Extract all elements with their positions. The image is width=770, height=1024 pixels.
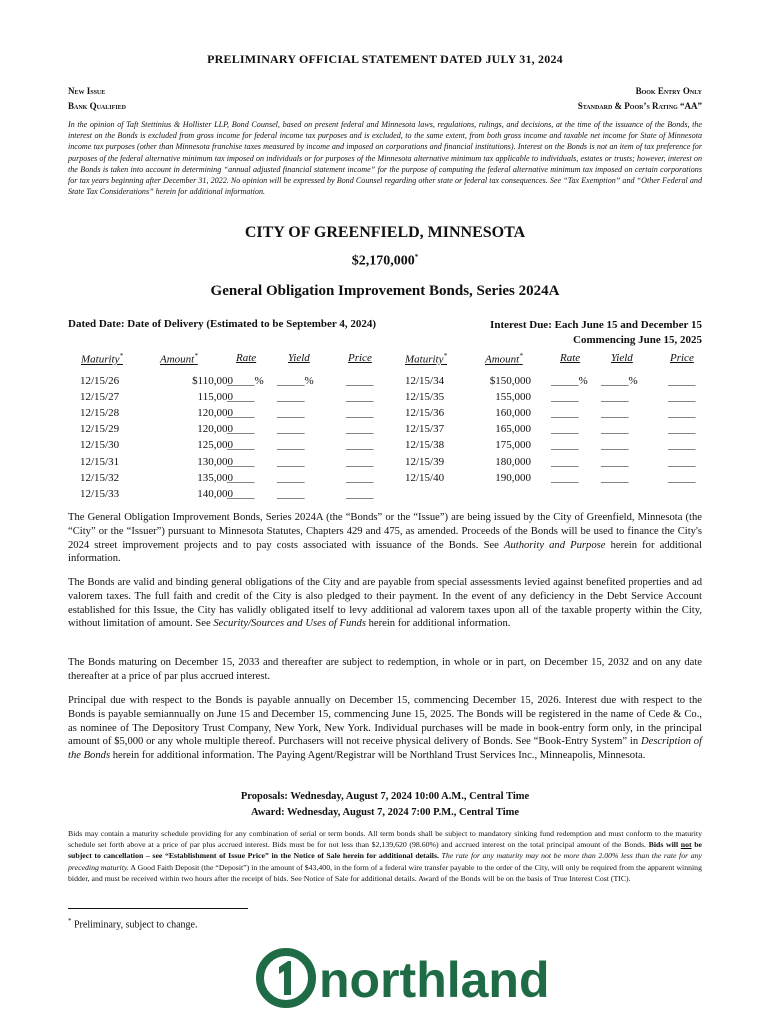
dated-date: Dated Date: Date of Delivery (Estimated to be September 4, 2024) (68, 318, 377, 330)
right-yield-blank: _____ (601, 455, 629, 468)
right-yield-blank: _____% (601, 375, 638, 387)
paragraph-payment: Principal due with respect to the Bonds is payable annually on December 15, commencing December 15, 2026. Interest due with respect to the Bonds is payable semiannually on June 15 and December 15, commencing June 15, 2025. The Bonds will be registered in the name of Cede & Co., as nominee of The Depository Trust Company, New York, New York. Individual purchases will be made in book-entry form only, in the principal amount of $5,000 or any whole multiple thereof. Purchasers will not receive physical delivery of Bonds. See “Book-Entry System” in Description of the Bonds herein for additional information. The Paying Agent/Registrar will be Northland Trust Services Inc., Minneapolis, Minnesota. (68, 695, 702, 762)
paragraph-redemption: The Bonds maturing on December 15, 2033 and thereafter are subject to redemption, in whole or in part, on December 15, 2032 and on any date thereafter at a price of par plus accrued interest. (68, 657, 702, 682)
interest-due (490, 318, 702, 348)
left-price-blank: _____ (346, 423, 374, 436)
footnote-divider (68, 908, 248, 909)
left-yield-blank: _____ (277, 391, 305, 404)
left-amount: 130,000 (197, 455, 233, 468)
col-amount-right: Amount* (485, 352, 523, 366)
left-yield-blank: _____ (277, 471, 305, 484)
left-rate-blank: _____% (227, 375, 264, 387)
col-price-left: Price (348, 352, 372, 364)
left-amount: 140,000 (197, 487, 233, 500)
left-rate-blank: _____ (227, 439, 255, 452)
book-entry-label: Book Entry Only (635, 86, 702, 96)
right-yield-blank: _____ (601, 391, 629, 404)
footnote (68, 917, 197, 930)
left-amount: 135,000 (197, 471, 233, 484)
right-amount: 155,000 (495, 391, 531, 404)
left-rate-blank: _____ (227, 391, 255, 404)
bids-paragraph: Bids may contain a maturity schedule providing for any combination of serial or term bonds. All term bonds shall be subject to mandatory sinking fund redemption and must conform to the maturity schedule set forth above at a price of par plus accrued interest. Bids must be for not less than $2,139,620 (98.60%) and accrued interest on the total principal amount of the Bonds. Bids will not be subject to cancellation – see “Establishment of Issue Price” in the Notice of Sale herein for additional details. The rate for any maturity may not be more than 2.00% less than the rate for any preceding maturity. A Good Faith Deposit (the “Deposit”) in the amount of $43,400, in the form of a federal wire transfer payable to the order of the City, will only be required from the apparent winning bidder, and must be received within two hours after the receipt of bids. See Notice of Sale for additional details. Award of the Bonds will be on the basis of True Interest Cost (TIC). (68, 829, 703, 883)
right-rate-blank: _____ (551, 439, 579, 452)
left-yield-blank: _____% (277, 375, 314, 387)
left-amount: $110,000 (192, 375, 233, 387)
header-right (578, 84, 702, 114)
new-issue-label: New Issue (68, 86, 106, 96)
right-rate-blank: _____ (551, 407, 579, 420)
left-price-blank: _____ (346, 391, 374, 404)
right-yield-blank: _____ (601, 471, 629, 484)
col-price-right: Price (670, 352, 694, 364)
left-price-blank: _____ (346, 375, 374, 387)
right-amount: 190,000 (495, 471, 531, 484)
left-yield-blank: _____ (277, 407, 305, 420)
left-rate-blank: _____ (227, 455, 255, 468)
interest-due-line1: Interest Due: Each June 15 and December 15 (490, 319, 702, 331)
right-amount: 180,000 (495, 455, 531, 468)
right-price-blank: _____ (668, 407, 696, 420)
right-maturity-date: 12/15/36 (405, 407, 445, 420)
col-yield-left: Yield (288, 352, 310, 364)
rating-label: Standard & Poor’s Rating “AA” (577, 101, 702, 111)
right-price-blank: _____ (668, 471, 696, 484)
left-maturity-date: 12/15/29 (80, 423, 120, 436)
left-maturity-date: 12/15/33 (80, 487, 120, 500)
right-amount: 160,000 (495, 407, 531, 420)
left-maturity-date: 12/15/26 (80, 375, 120, 387)
tax-opinion-paragraph: In the opinion of Taft Stettinius & Hollister LLP, Bond Counsel, based on present federal and Minnesota laws, regulations, rulings, and decisions, at the time of the issuance of the Bonds, the interest on the Bonds is excluded from gross income for federal income tax purposes and is excluded, to the same extent, from both gross income and taxable net income for State of Minnesota income tax purposes (other than Minnesota franchise taxes measured by income and imposed on corporations and financial institutions). Interest on the Bonds is not an item of tax preference for purposes of the federal alternative minimum tax imposed on individuals or for purposes of the Minnesota alternative minimum tax applicable to individuals, estates or trusts; however, interest on the Bonds is taken into account in determining “annual adjusted financial statement income” for the purpose of computing the federal alternative minimum tax imposed on certain corporations for tax years beginning after December 31, 2022. No opinion will be expressed by Bond Counsel regarding other state or federal tax consequences. See “Tax Exemption” and “Other Federal and State Tax Considerations” herein for additional information. (68, 120, 702, 197)
right-maturity-date: 12/15/38 (405, 439, 445, 452)
right-yield-blank: _____ (601, 423, 629, 436)
right-maturity-date: 12/15/39 (405, 455, 445, 468)
left-yield-blank: _____ (277, 455, 305, 468)
col-maturity-right: Maturity* (405, 352, 447, 366)
right-maturity-date: 12/15/37 (405, 423, 445, 436)
left-maturity-date: 12/15/30 (80, 439, 120, 452)
bond-title: General Obligation Improvement Bonds, Series 2024A (210, 283, 560, 299)
right-price-blank: _____ (668, 375, 696, 387)
col-maturity-left: Maturity* (81, 352, 123, 366)
left-amount: 120,000 (197, 407, 233, 420)
paragraph-security: The Bonds are valid and binding general obligations of the City and are payable from special assessments levied against benefited properties and ad valorem taxes. The full faith and credit of the City is also pledged to their payment. In the event of any deficiency in the Debt Service Account established for this Issue, the City has validly obligated itself to levy additional ad valorem taxes upon all of the taxable property within the City, without limitation of amount. See Security/Sources and Uses of Funds herein for additional information. (68, 577, 702, 630)
left-amount: 115,000 (197, 391, 233, 404)
northland-logo (255, 947, 585, 1009)
right-maturity-date: 12/15/40 (405, 471, 445, 484)
right-rate-blank: _____ (551, 423, 579, 436)
left-rate-blank: _____ (227, 423, 255, 436)
logo-wordmark: northland (319, 952, 550, 1008)
left-rate-blank: _____ (227, 407, 255, 420)
right-maturity-date: 12/15/34 (405, 375, 445, 387)
paragraph-purpose: The General Obligation Improvement Bonds, Series 2024A (the “Bonds” or the “Issue”) are being issued by the City of Greenfield, Minnesota (the “City” or the “Issuer”) pursuant to Minnesota Statutes, Chapters 429 and 475, as amended. Proceeds of the Bonds will be used to finance the City's 2024 street improvement projects and to pay costs associated with issuance of the Bonds. See Authority and Purpose herein for additional information. (68, 512, 702, 565)
right-price-blank: _____ (668, 455, 696, 468)
col-rate-left: Rate (236, 352, 257, 364)
logo-one-glyph (279, 961, 291, 995)
right-rate-blank: _____ (551, 455, 579, 468)
col-rate-right: Rate (560, 352, 581, 364)
left-maturity-date: 12/15/32 (80, 471, 120, 484)
left-yield-blank: _____ (277, 439, 305, 452)
left-maturity-date: 12/15/28 (80, 407, 120, 420)
header-left (68, 84, 126, 114)
left-maturity-date: 12/15/27 (80, 391, 120, 404)
footnote-text: Preliminary, subject to change. (74, 919, 198, 931)
left-price-blank: _____ (346, 439, 374, 452)
right-maturity-date: 12/15/35 (405, 391, 445, 404)
right-rate-blank: _____ (551, 471, 579, 484)
right-yield-blank: _____ (601, 407, 629, 420)
col-amount-left: Amount* (160, 352, 198, 366)
bank-qualified-label: Bank Qualified (68, 101, 126, 111)
amount-value: $2,170,000 (351, 253, 415, 269)
left-price-blank: _____ (346, 487, 374, 500)
left-amount: 125,000 (197, 439, 233, 452)
left-price-blank: _____ (346, 471, 374, 484)
proposals-line: Proposals: Wednesday, August 7, 2024 10:00 A.M., Central Time (240, 791, 530, 802)
amount-footnote-mark: * (414, 253, 419, 261)
left-amount: 120,000 (197, 423, 233, 436)
interest-due-line2: Commencing June 15, 2025 (573, 334, 702, 346)
right-rate-blank: _____ (551, 391, 579, 404)
right-price-blank: _____ (668, 391, 696, 404)
right-amount: $150,000 (489, 375, 531, 387)
left-yield-blank: _____ (277, 487, 305, 500)
left-maturity-date: 12/15/31 (80, 455, 120, 468)
issue-amount (68, 253, 702, 270)
left-rate-blank: _____ (227, 471, 255, 484)
left-price-blank: _____ (346, 407, 374, 420)
left-yield-blank: _____ (277, 423, 305, 436)
left-rate-blank: _____ (227, 487, 255, 500)
preliminary-heading: PRELIMINARY OFFICIAL STATEMENT DATED JULY 31, 2024 (207, 52, 563, 66)
proposals-award (68, 789, 702, 821)
footnote-mark: * (68, 917, 72, 925)
right-price-blank: _____ (668, 439, 696, 452)
award-line: Award: Wednesday, August 7, 2024 7:00 P.M., Central Time (250, 807, 520, 818)
right-price-blank: _____ (668, 423, 696, 436)
col-yield-right: Yield (611, 352, 633, 364)
right-amount: 165,000 (495, 423, 531, 436)
left-price-blank: _____ (346, 455, 374, 468)
right-rate-blank: _____% (551, 375, 588, 387)
right-amount: 175,000 (495, 439, 531, 452)
issuer-title: CITY OF GREENFIELD, MINNESOTA (244, 224, 526, 241)
right-yield-blank: _____ (601, 439, 629, 452)
